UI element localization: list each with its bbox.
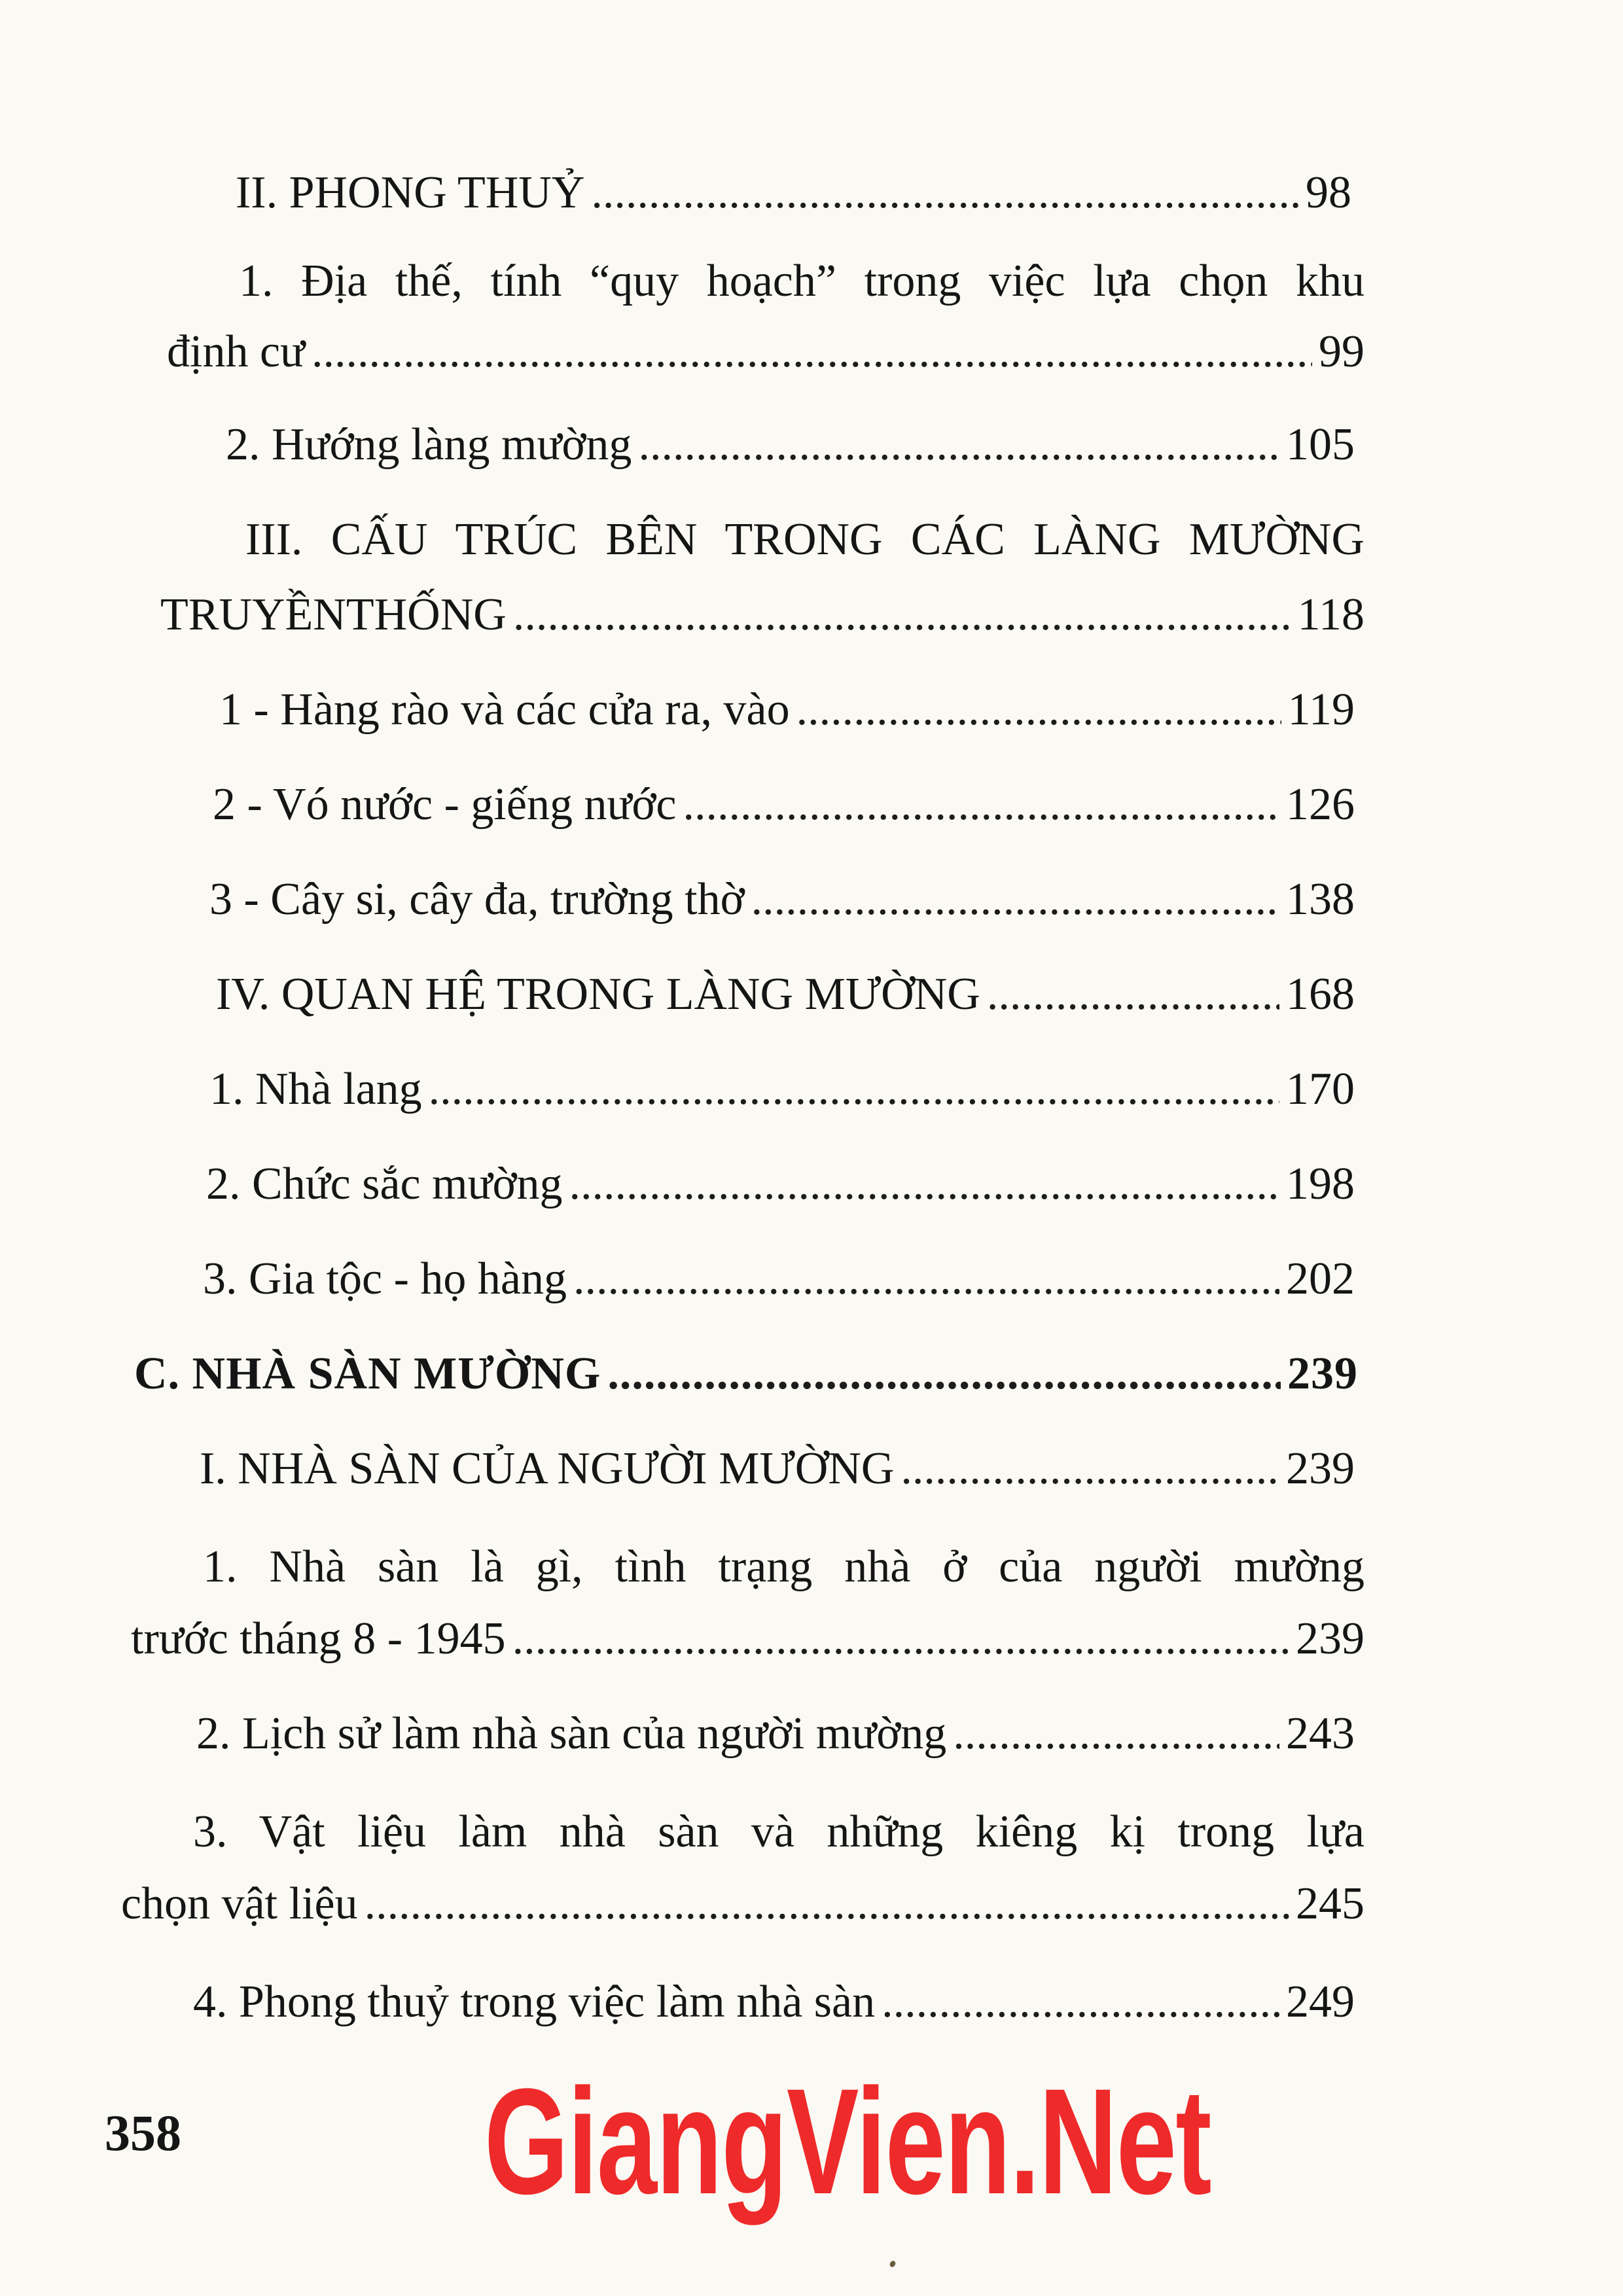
leader-dots (365, 1881, 1289, 1927)
toc-entry-title-line1: III. CẤU TRÚC BÊN TRONG CÁC LÀNG MƯỜNG (245, 514, 1364, 565)
toc-entry-title: 2. Chức sắc mường (206, 1159, 563, 1209)
toc-entry-page: 239 (1296, 1614, 1364, 1664)
toc-entry (196, 1708, 1355, 1759)
toc-entry (219, 684, 1355, 735)
toc-entry-title: 4. Phong thuỷ trong việc làm nhà sàn (193, 1977, 876, 2027)
toc-entry-title: 2. Lịch sử làm nhà sàn của người mường (196, 1708, 947, 1759)
toc-entry-title: C. NHÀ SÀN MƯỜNG (134, 1349, 601, 1399)
toc-entry-title-line2: TRUYỀNTHỐNG (160, 590, 507, 640)
leader-dots (987, 972, 1279, 1017)
leader-dots (751, 877, 1279, 923)
leader-dots (683, 782, 1279, 828)
toc-entry-title-line2: chọn vật liệu (121, 1879, 358, 1929)
toc-entry-page: 118 (1297, 590, 1364, 640)
toc-entry-title: 3 - Cây si, cây đa, trường thờ (209, 874, 745, 925)
toc-entry (167, 258, 1364, 375)
toc-entry-page: 170 (1286, 1064, 1355, 1114)
toc-entry (216, 969, 1355, 1019)
toc-entry-title-line2: định cư (167, 327, 305, 377)
toc-entry-title: 1 - Hàng rào và các cửa ra, vào (219, 684, 790, 735)
leader-dots (429, 1067, 1279, 1112)
watermark-logo: GiangVien.Net (484, 2057, 1211, 2225)
leader-dots (513, 592, 1291, 638)
leader-dots (569, 1161, 1279, 1207)
toc-entry-page: 245 (1296, 1879, 1364, 1929)
toc-entry (236, 170, 1351, 216)
leader-dots (607, 1351, 1281, 1397)
toc-entry (213, 779, 1355, 830)
toc-entry-page: 198 (1286, 1159, 1355, 1209)
toc-entry-title: II. PHONG THUỶ (236, 168, 585, 218)
toc-entry-title: 1. Nhà lang (209, 1064, 422, 1114)
toc-entry-title-line1: 3. Vật liệu làm nhà sàn và những kiêng kị trong lựa (193, 1807, 1364, 1857)
toc-entry-page: 138 (1286, 874, 1355, 925)
toc-entry-page: 168 (1286, 969, 1355, 1019)
toc-entry-page: 98 (1306, 168, 1351, 218)
toc-entry-page: 239 (1287, 1349, 1358, 1399)
toc-entry-title-line1: 1. Nhà sàn là gì, tình trạng nhà ở của người mường (203, 1542, 1364, 1592)
toc-entry-title: 3. Gia tộc - họ hàng (203, 1254, 567, 1304)
page-number: 358 (105, 2104, 181, 2161)
leader-dots (882, 1979, 1279, 2025)
toc-entry-title: IV. QUAN HỆ TRONG LÀNG MƯỜNG (216, 969, 980, 1019)
toc-entry-page: 119 (1287, 684, 1355, 735)
toc-entry-title: 2 - Vó nước - giếng nước (213, 779, 677, 830)
toc-entry-page: 202 (1286, 1254, 1355, 1304)
toc-entry (193, 1979, 1355, 2025)
toc-entry (206, 1161, 1355, 1207)
leader-dots (901, 1446, 1279, 1492)
leader-dots (953, 1711, 1279, 1757)
toc-entry (209, 874, 1355, 925)
leader-dots (796, 687, 1281, 733)
toc-entry-title: 2. Hướng làng mường (226, 419, 632, 470)
toc-entry-title-line1: 1. Địa thế, tính “quy hoạch” trong việc lựa chọn khu (239, 256, 1364, 306)
leader-dots (638, 422, 1279, 468)
toc-entry (160, 514, 1364, 640)
paper-speck (889, 2260, 897, 2269)
toc-entry (200, 1443, 1355, 1494)
toc-entry-page: 126 (1286, 779, 1355, 830)
toc-entry (209, 1064, 1355, 1114)
toc-entry-title: I. NHÀ SÀN CỦA NGƯỜI MƯỜNG (200, 1443, 895, 1494)
toc-entry-page: 239 (1286, 1443, 1355, 1494)
toc-entry (131, 1544, 1364, 1662)
toc-entry-page: 243 (1286, 1708, 1355, 1759)
toc-entry (203, 1256, 1355, 1302)
toc-entry-page: 249 (1286, 1977, 1355, 2027)
leader-dots (512, 1616, 1289, 1662)
leader-dots (573, 1256, 1279, 1302)
toc-entry (121, 1809, 1364, 1927)
toc-entry-page: 105 (1286, 419, 1355, 470)
leader-dots (591, 170, 1299, 216)
toc-entry (226, 419, 1355, 470)
toc-entry-title-line2: trước tháng 8 - 1945 (131, 1614, 506, 1664)
leader-dots (312, 329, 1312, 375)
toc-entry (134, 1351, 1358, 1397)
toc-entry-page: 99 (1319, 327, 1364, 377)
